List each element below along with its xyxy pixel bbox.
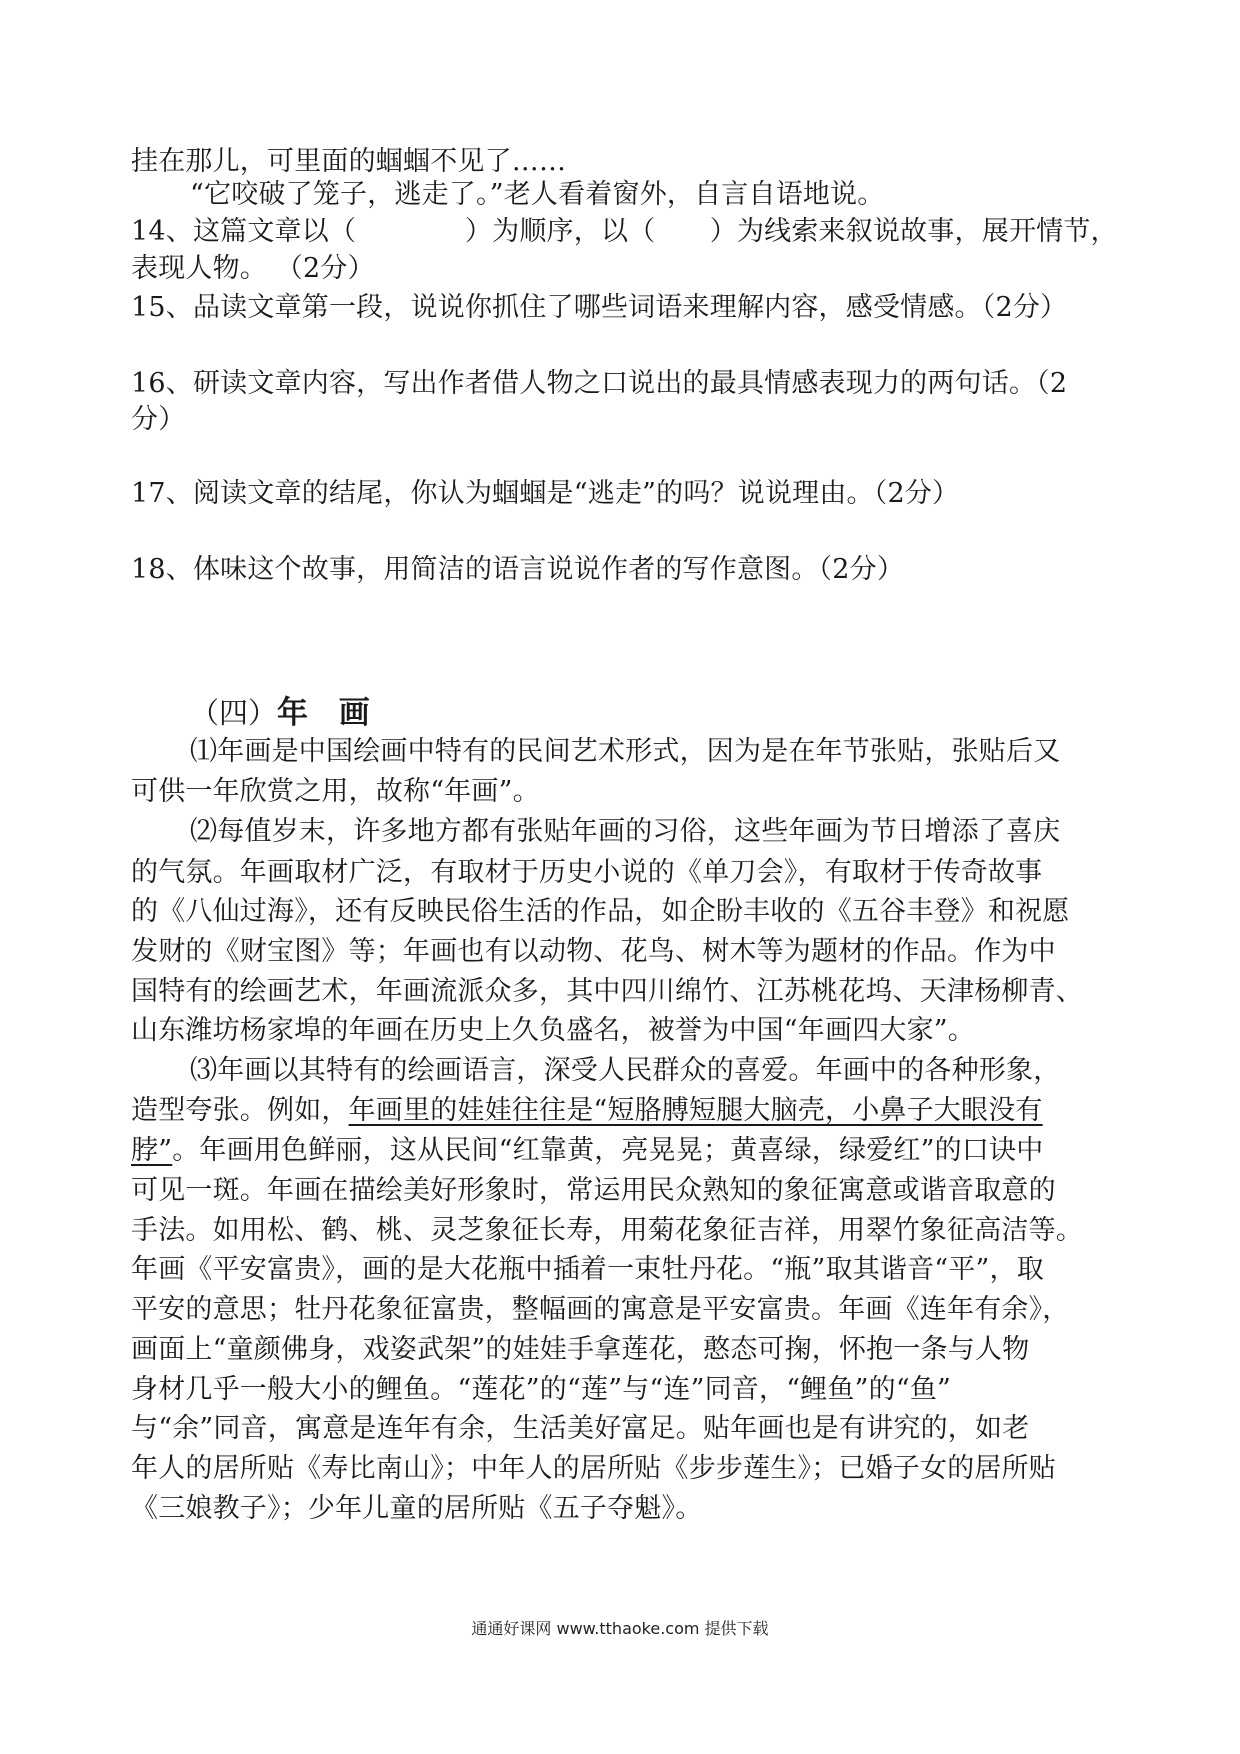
section-heading	[190, 693, 380, 733]
footer-source: 通通好课网 www.tthaoke.com 提供下载	[471, 1619, 769, 1638]
paragraph-3-line-7: 平安的意思；牡丹花象征富贵，整幅画的寓意是平安富贵。年画《连年有余》，	[131, 1294, 1070, 1325]
section-prefix: （四）	[190, 696, 278, 730]
paragraph-3-line-3	[131, 1131, 1121, 1171]
paragraph-3-line-1: ⑶年画以其特有的绘画语言，深受人民群众的喜爱。年画中的各种形象，	[190, 1055, 1061, 1086]
question-17: 17、阅读文章的结尾，你认为蝈蝈是“逃走”的吗？说说理由。（2分）	[131, 478, 960, 509]
paragraph-3-line-11: 年人的居所贴《寿比南山》；中年人的居所贴《步步莲生》；已婚子女的居所贴	[131, 1453, 1056, 1484]
paragraph-3-line-9: 身材几乎一般大小的鲤鱼。“莲花”的“莲”与“连”同音，“鲤鱼”的“鱼”	[131, 1374, 952, 1405]
story-end-line-1: 挂在那儿，可里面的蝈蝈不见了……	[131, 146, 567, 177]
paragraph-3-line-2	[131, 1091, 1121, 1131]
question-16-line-1: 16、研读文章内容，写出作者借人物之口说出的最具情感表现力的两句话。（2	[131, 368, 1068, 399]
paragraph-2-line-4: 发财的《财宝图》等；年画也有以动物、花鸟、树木等为题材的作品。作为中	[131, 936, 1056, 967]
question-15: 15、品读文章第一段，说说你抓住了哪些词语来理解内容，感受情感。（2分）	[131, 292, 1068, 323]
paragraph-2-line-3: 的《八仙过海》，还有反映民俗生活的作品，如企盼丰收的《五谷丰登》和祝愿	[131, 896, 1070, 927]
paragraph-3-line-3-text: 。年画用色鲜丽，这从民间“红靠黄，亮晃晃；黄喜绿，绿爱红”的口诀中	[172, 1135, 1044, 1166]
question-18: 18、体味这个故事，用简洁的语言说说作者的写作意图。（2分）	[131, 554, 905, 585]
paragraph-3-line-8: 画面上“童颜佛身，戏姿武架”的娃娃手拿莲花，憨态可掬，怀抱一条与人物	[131, 1334, 1030, 1365]
paragraph-3-line-5: 手法。如用松、鹤、桃、灵芝象征长寿，用菊花象征吉祥，用翠竹象征高洁等。	[131, 1215, 1083, 1246]
story-end-line-2: “它咬破了笼子，逃走了。”老人看着窗外，自言自语地说。	[190, 179, 885, 210]
question-14-line-1: 14、这篇文章以（ ）为顺序，以（ ）为线索来叙说故事，展开情节，	[131, 216, 1118, 247]
paragraph-3-line-2-text: 造型夸张。例如，	[131, 1095, 349, 1126]
underlined-quote: 年画里的娃娃往往是“短胳膊短腿大脑壳，小鼻子大眼没有	[348, 1095, 1043, 1126]
paragraph-3-line-6: 年画《平安富贵》，画的是大花瓶中插着一束牡丹花。“瓶”取其谐音“平”，取	[131, 1254, 1044, 1285]
underlined-quote-end: 脖”	[131, 1135, 173, 1166]
paragraph-1-line-2: 可供一年欣赏之用，故称“年画”。	[131, 776, 540, 807]
paragraph-3-line-10: 与“余”同音，寓意是连年有余，生活美好富足。贴年画也是有讲究的，如老	[131, 1413, 1030, 1444]
paragraph-3-line-12: 《三娘教子》；少年儿童的居所贴《五子夺魁》。	[131, 1493, 703, 1524]
paragraph-1-line-1: ⑴年画是中国绘画中特有的民间艺术形式，因为是在年节张贴，张贴后又	[190, 736, 1061, 767]
paragraph-2-line-6: 山东潍坊杨家埠的年画在历史上久负盛名，被誉为中国“年画四大家”。	[131, 1015, 976, 1046]
paragraph-2-line-5: 国特有的绘画艺术，年画流派众多，其中四川绵竹、江苏桃花坞、天津杨柳青、	[131, 976, 1083, 1007]
paragraph-2-line-1: ⑵每值岁末，许多地方都有张贴年画的习俗，这些年画为节日增添了喜庆	[190, 816, 1061, 847]
paragraph-2-line-2: 的气氛。年画取材广泛，有取材于历史小说的《单刀会》，有取材于传奇故事	[131, 857, 1043, 888]
question-14-line-2: 表现人物。 （2分）	[131, 253, 375, 284]
question-16-line-2: 分）	[131, 404, 186, 435]
paragraph-3-line-4: 可见一斑。年画在描绘美好形象时，常运用民众熟知的象征寓意或谐音取意的	[131, 1175, 1056, 1206]
section-title: 年 画	[277, 695, 380, 731]
